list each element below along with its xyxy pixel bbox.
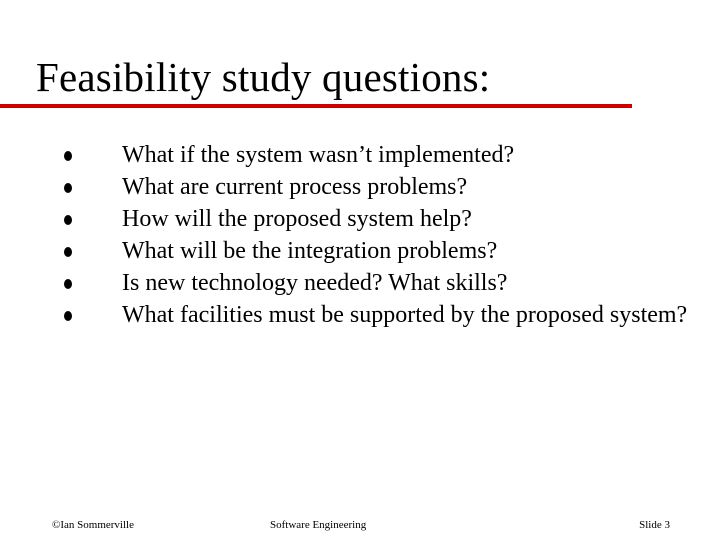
bullet-dot-icon	[64, 247, 72, 257]
bullet-text: What facilities must be supported by the proposed system?	[122, 302, 688, 328]
bullet-text: What are current process problems?	[122, 174, 468, 200]
bullet-item	[0, 171, 720, 203]
footer-course: Software Engineering	[270, 519, 367, 531]
bullet-item	[0, 267, 720, 299]
bullet-item	[0, 139, 720, 171]
footer-author: ©Ian Sommerville	[52, 519, 134, 531]
bullet-list	[0, 139, 720, 331]
title-underline	[0, 104, 632, 108]
bullet-text: What if the system wasn’t implemented?	[122, 142, 515, 168]
bullet-item	[0, 203, 720, 235]
bullet-dot-icon	[64, 151, 72, 161]
bullet-item	[0, 235, 720, 267]
bullet-dot-icon	[64, 311, 72, 321]
bullet-text: How will the proposed system help?	[122, 206, 472, 232]
bullet-dot-icon	[64, 215, 72, 225]
bullet-item	[0, 299, 720, 331]
bullet-dot-icon	[64, 279, 72, 289]
slide-title: Feasibility study questions:	[36, 54, 491, 100]
bullet-dot-icon	[64, 183, 72, 193]
bullet-text: What will be the integration problems?	[122, 238, 498, 264]
bullet-text: Is new technology needed? What skills?	[122, 270, 508, 296]
footer-slide-number: Slide 3	[639, 519, 670, 531]
